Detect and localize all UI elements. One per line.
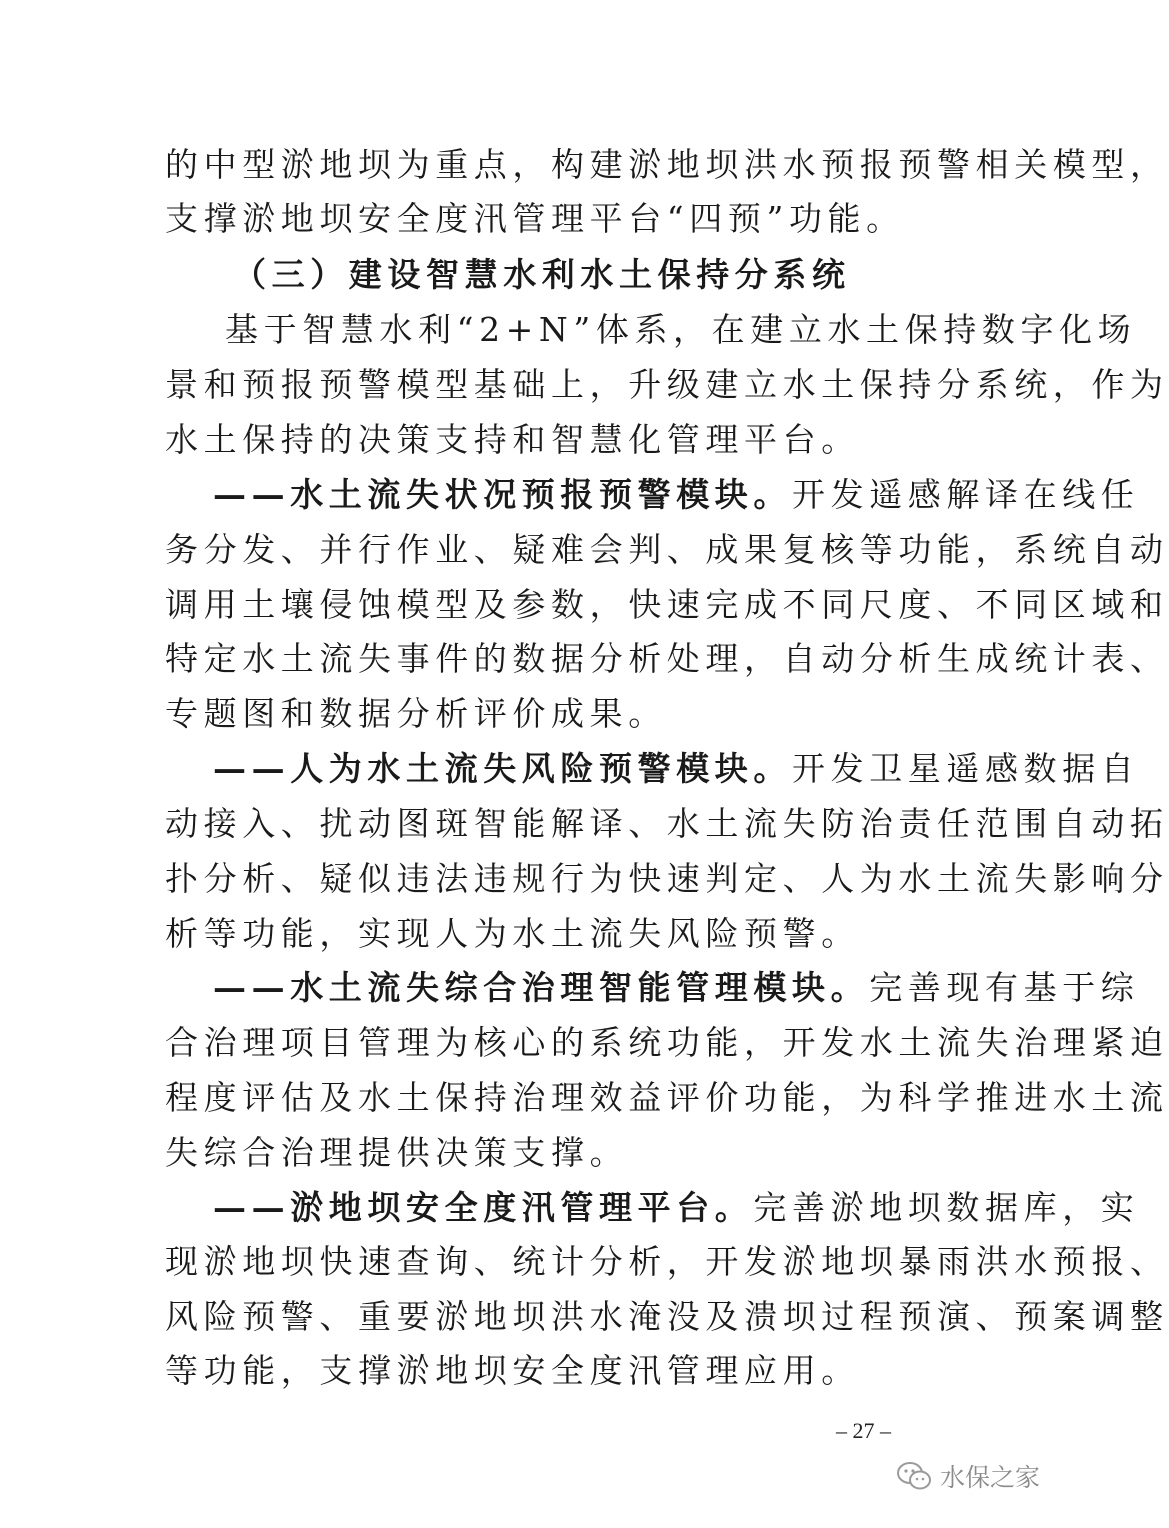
watermark [896,1458,1040,1494]
watermark-text: 水保之家 [939,1463,1040,1492]
line-text: 专题图和数据分析评价成果。 [165,694,667,733]
line-text: 失综合治理提供决策支撑。 [165,1133,629,1172]
line-text: 等功能，支撑淤地坝安全度汛管理应用。 [165,1351,860,1390]
text-line [213,968,1140,1007]
text-line [165,1133,629,1172]
line-text: 析等功能，实现人为水土流失风险预警。 [165,914,860,953]
text-line [165,420,860,459]
line-text: 开发卫星遥感数据自 [792,749,1140,788]
module-title: ——淤地坝安全度汛管理平台。 [213,1188,754,1227]
text-line [213,475,1140,514]
line-text: 完善现有基于综 [869,968,1140,1007]
wechat-icon [896,1461,932,1491]
text-line [165,1023,1169,1062]
line-text: 支撑淤地坝安全度汛管理平台“四预”功能。 [165,199,905,238]
text-line [165,804,1169,843]
text-line [165,145,1169,184]
line-text: 合治理项目管理为核心的系统功能，开发水土流失治理紧迫 [165,1023,1169,1062]
text-line [165,365,1169,404]
text-line: （三）建设智慧水利水土保持分系统 [233,255,851,294]
module-title: ——水土流失综合治理智能管理模块。 [213,968,870,1007]
text-line [165,694,667,733]
line-text: 程度评估及水土保持治理效益评价功能，为科学推进水土流 [165,1078,1169,1117]
line-text: 特定水土流失事件的数据分析处理，自动分析生成统计表、 [165,639,1169,678]
module-title: ——人为水土流失风险预警模块。 [213,749,792,788]
line-text: 完善淤地坝数据库，实 [753,1188,1140,1227]
text-line [165,859,1169,898]
text-line [213,1188,1140,1227]
page-number: – 27 – [836,1418,891,1443]
module-title: ——水土流失状况预报预警模块。 [213,475,792,514]
text-line [165,1242,1169,1281]
text-line [165,639,1169,678]
line-text: 扑分析、疑似违法违规行为快速判定、人为水土流失影响分 [165,859,1169,898]
line-text: 的中型淤地坝为重点，构建淤地坝洪水预报预警相关模型， [165,145,1169,184]
text-line [165,199,905,238]
line-text: 水土保持的决策支持和智慧化管理平台。 [165,420,860,459]
text-line [165,530,1169,569]
line-text: 风险预警、重要淤地坝洪水淹没及溃坝过程预演、预案调整 [165,1297,1169,1336]
line-text: 开发遥感解译在线任 [792,475,1140,514]
text-line [165,1078,1169,1117]
line-text: 动接入、扰动图斑智能解译、水土流失防治责任范围自动拓 [165,804,1169,843]
line-text: 调用土壤侵蚀模型及参数，快速完成不同尺度、不同区域和 [165,585,1169,624]
line-text: 务分发、并行作业、疑难会判、成果复核等功能，系统自动 [165,530,1169,569]
line-text: 现淤地坝快速查询、统计分析，开发淤地坝暴雨洪水预报、 [165,1242,1169,1281]
text-line [213,749,1140,788]
line-text: 景和预报预警模型基础上，升级建立水土保持分系统，作为 [165,365,1169,404]
line-text: 基于智慧水利“2+N”体系，在建立水土保持数字化场 [225,310,1137,349]
text-line [165,1351,860,1390]
text-line [165,1297,1169,1336]
text-line [165,914,860,953]
text-line [165,585,1169,624]
text-line [225,310,1137,349]
